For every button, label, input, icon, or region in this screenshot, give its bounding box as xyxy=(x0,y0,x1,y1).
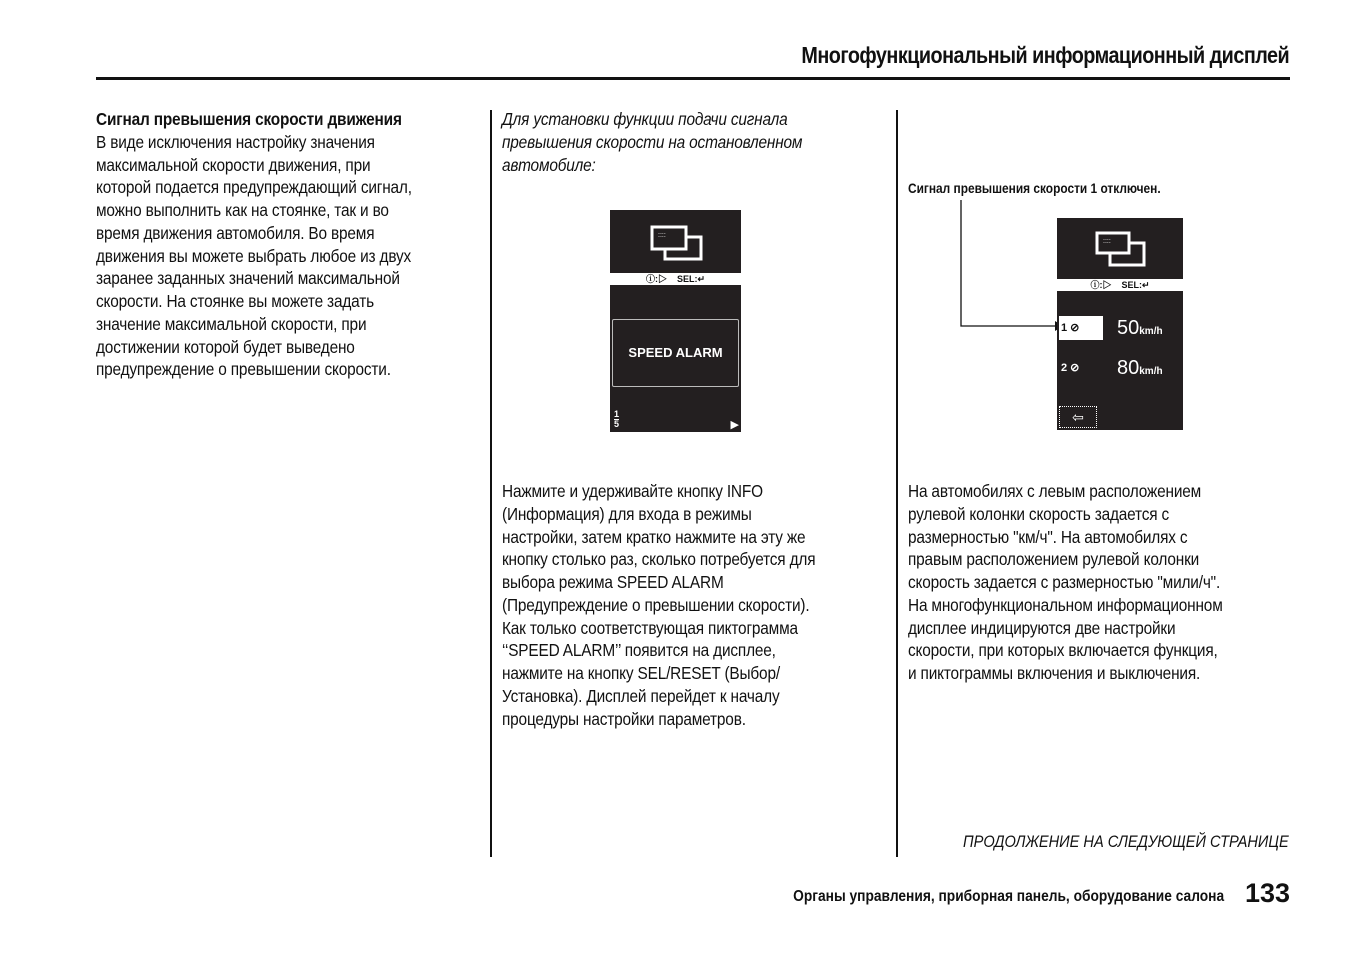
hint-bar xyxy=(1057,279,1183,291)
column-3-text xyxy=(908,480,1266,685)
sel-hint: SEL:↵ xyxy=(676,274,706,284)
back-icon: ⇦ xyxy=(1059,406,1097,428)
text-line: размерностью "км/ч". На автомобилях с xyxy=(908,526,1188,547)
text-line: достижении которой будет выведено xyxy=(96,336,355,357)
column-2-intro xyxy=(502,108,843,176)
text-line: выбора режима SPEED ALARM xyxy=(502,572,724,592)
alarm-2-off-icon: 2 ⊘ xyxy=(1061,362,1080,374)
text-line: Нажмите и удерживайте кнопку INFO xyxy=(502,481,763,501)
text-line: В виде исключения настройку значения xyxy=(96,131,375,152)
speed-value: 80 xyxy=(1117,357,1140,379)
text-line: время движения автомобиля. Во время xyxy=(96,222,375,243)
alarm-number: 1 xyxy=(1061,322,1068,334)
next-arrow-icon: ▶ xyxy=(730,419,739,431)
settings-screen-icon xyxy=(650,225,704,261)
alarm-number: 2 xyxy=(1061,362,1068,374)
text-line: можно выполнить как на стоянке, так и во xyxy=(96,200,389,220)
settings-screen-icon xyxy=(1095,231,1149,267)
column-divider xyxy=(896,110,898,857)
text-line: дисплее индицируются две настройки xyxy=(908,617,1176,638)
info-hint: ⓘ:▷ xyxy=(1090,280,1112,290)
display-speed-alarm-menu xyxy=(610,210,741,432)
hint-bar xyxy=(610,273,741,285)
sel-hint: SEL:↵ xyxy=(1121,280,1150,290)
page-indicator xyxy=(614,410,619,429)
page-number: 133 xyxy=(1244,878,1290,908)
text-line: Для установки функции подачи сигнала xyxy=(502,109,788,129)
speed-alarm-label: SPEED ALARM xyxy=(612,319,739,387)
figure-caption: Сигнал превышения скорости 1 отключен. xyxy=(908,180,1161,196)
text-line: настройки, затем кратко нажмите на эту же xyxy=(502,526,806,547)
text-line: заранее заданных значений максимальной xyxy=(96,268,400,289)
display-speed-alarm-settings xyxy=(1057,218,1183,430)
text-line: скорости. На стоянке вы можете задать xyxy=(96,291,374,311)
text-line: скорость задается с размерностью "мили/ч". xyxy=(908,572,1221,592)
column-1-text xyxy=(96,131,455,381)
text-line: скорости, при которых включается функция, xyxy=(908,640,1218,661)
page-total: 5 xyxy=(614,419,620,429)
footer-section: Органы управления, приборная панель, оборудование салона xyxy=(793,888,1224,905)
text-line: автомобиле: xyxy=(502,154,596,175)
speed-unit: km/h xyxy=(1139,326,1163,337)
text-line: (Предупреждение о превышении скорости). xyxy=(502,594,810,615)
text-line: движения вы можете выбрать любое из двух xyxy=(96,245,412,266)
speed-value: 50 xyxy=(1117,317,1140,339)
page-current: 1 xyxy=(614,409,620,419)
text-line: нажмите на кнопку SEL/RESET (Выбор/ xyxy=(502,663,780,683)
text-line: которой подается предупреждающий сигнал, xyxy=(96,177,412,198)
text-line: и пиктограммы включения и выключения. xyxy=(908,663,1201,683)
svg-text:::::: :::: xyxy=(1103,238,1111,245)
callout-arrow xyxy=(955,200,1068,335)
info-hint: ⓘ:▷ xyxy=(645,274,667,284)
text-line: (Информация) для входа в режимы xyxy=(502,503,752,524)
text-line: Установка). Дисплей перейдет к началу xyxy=(502,685,780,706)
page-title: Многофункциональный информационный дисплей xyxy=(801,42,1289,68)
header-rule xyxy=(96,77,1290,80)
text-line: Как только соответствующая пиктограмма xyxy=(502,617,798,638)
text-line: На многофункциональном информационном xyxy=(908,594,1223,615)
text-line: На автомобилях с левым расположением xyxy=(908,481,1202,501)
section-heading: Сигнал превышения скорости движения xyxy=(96,109,402,129)
column-1 xyxy=(96,108,455,381)
text-line: ‘‘SPEED ALARM’’ появится на дисплее, xyxy=(502,640,776,661)
text-line: максимальной скорости движения, при xyxy=(96,154,371,175)
alarm-1-off-icon: 1 ⊘ xyxy=(1059,316,1103,340)
alarm-2-speed xyxy=(1117,356,1163,384)
text-line: правым расположением рулевой колонки xyxy=(908,549,1200,570)
text-line: значение максимальной скорости, при xyxy=(96,313,367,334)
speed-unit: km/h xyxy=(1139,366,1163,377)
svg-text:::::: :::: xyxy=(658,232,666,239)
column-2-text xyxy=(502,480,858,730)
continued-note: ПРОДОЛЖЕНИЕ НА СЛЕДУЮЩЕЙ СТРАНИЦЕ xyxy=(963,832,1289,851)
text-line: превышения скорости на остановленном xyxy=(502,131,803,152)
text-line: кнопку столько раз, сколько потребуется для xyxy=(502,549,816,570)
text-line: рулевой колонки скорость задается с xyxy=(908,503,1170,524)
column-divider xyxy=(490,110,492,857)
alarm-1-speed xyxy=(1117,316,1163,344)
text-line: процедуры настройки параметров. xyxy=(502,708,746,729)
text-line: предупреждение о превышении скорости. xyxy=(96,359,391,380)
